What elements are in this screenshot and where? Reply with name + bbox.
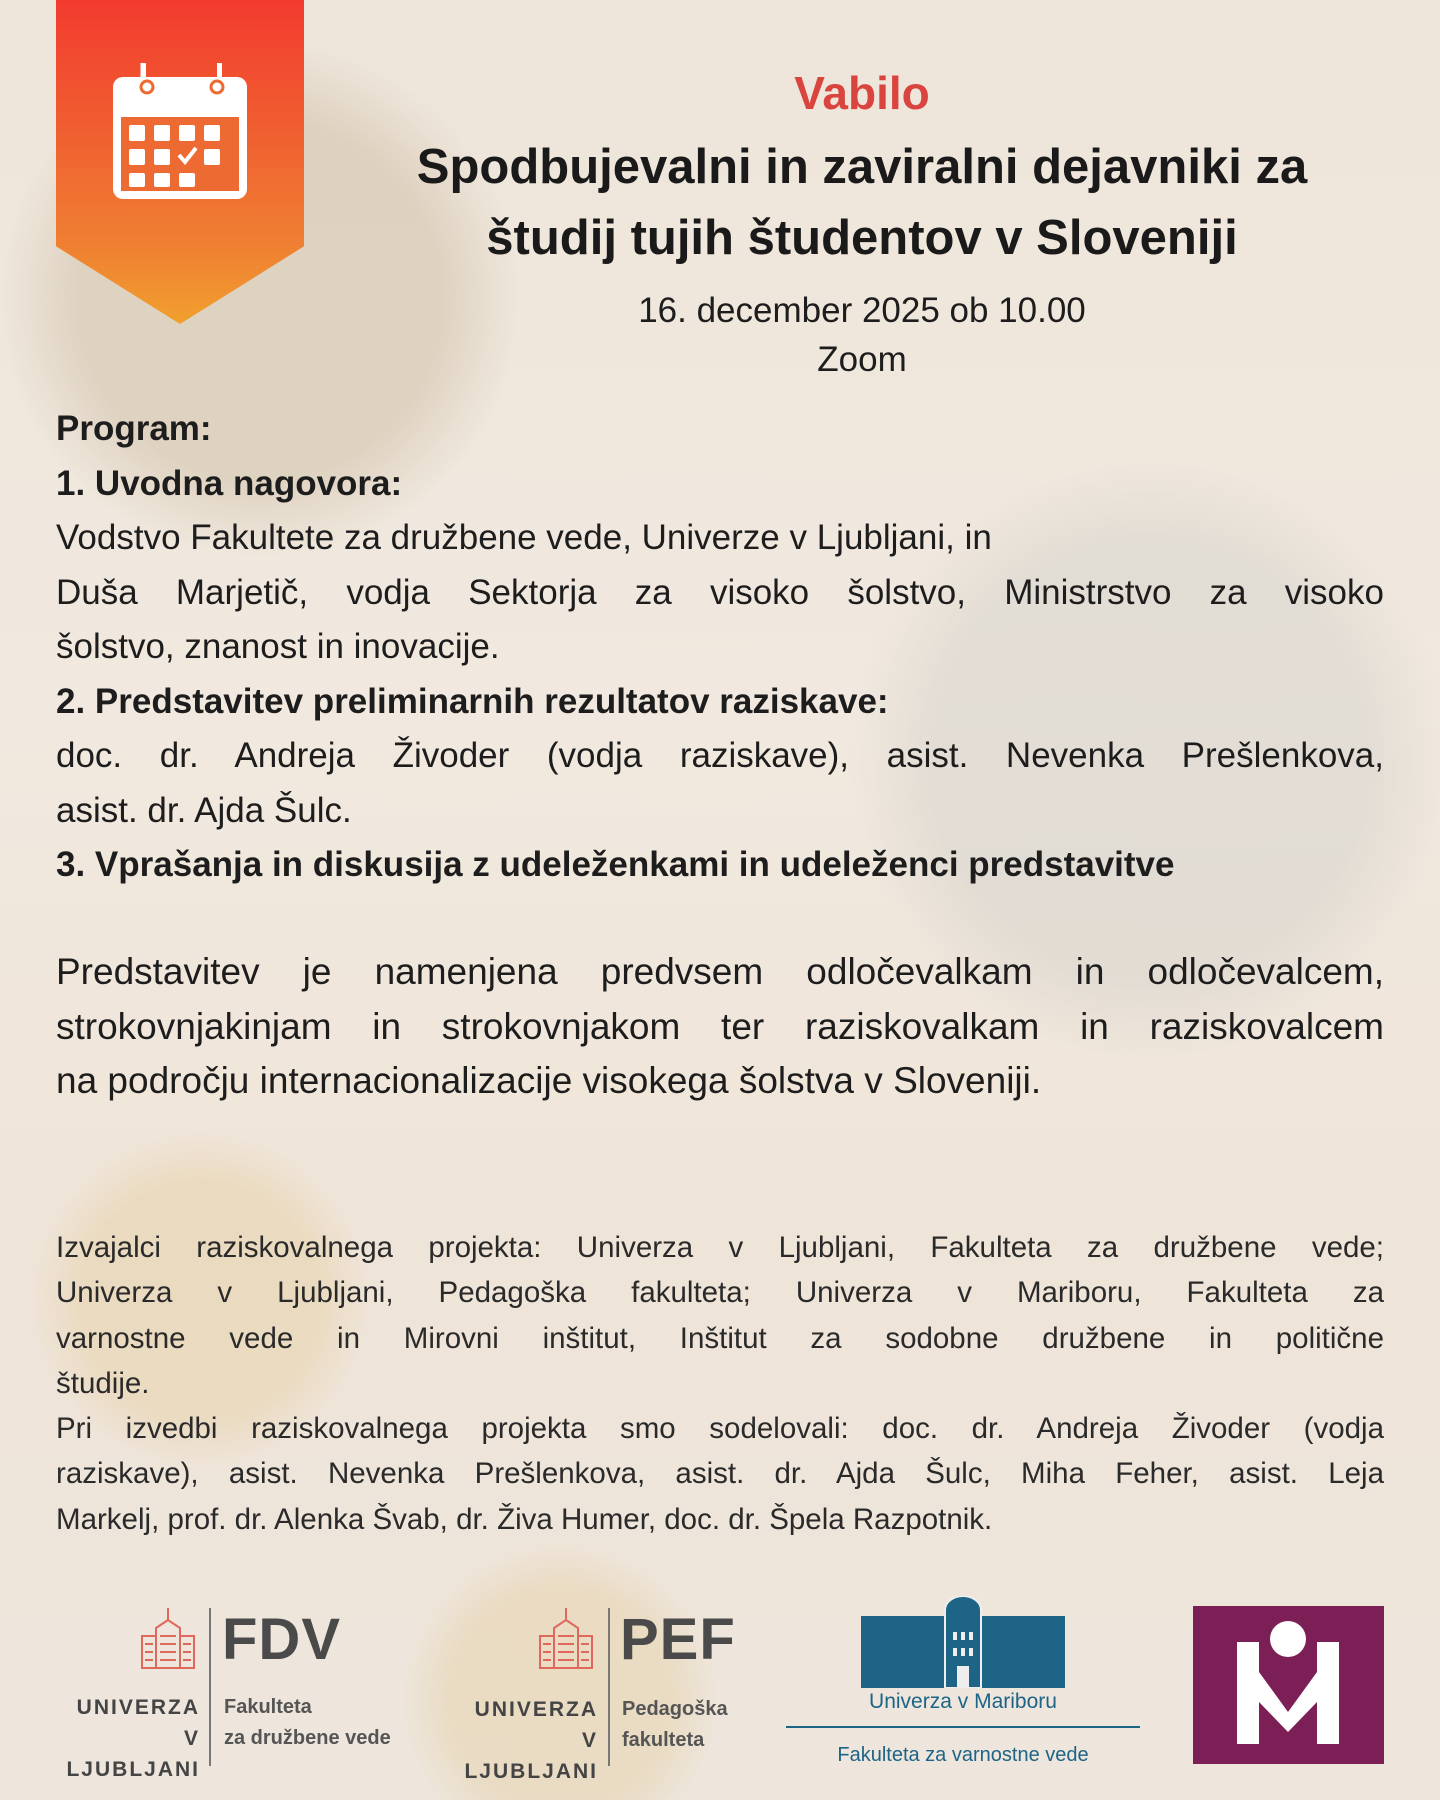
program-item-text: asist. dr. Ajda Šulc. [56, 790, 352, 830]
paragraph-line: strokovnjakinjam in strokovnjakom ter raziskovalkam in raziskovalcem [56, 1005, 1384, 1047]
logo-text: UNIVERZA [76, 1696, 200, 1719]
program-item-text: doc. dr. Andreja Živoder (vodja raziskave), asist. Nevenka Prešlenkova, [56, 736, 1384, 775]
title-line: študij tujih študentov v Sloveniji [486, 211, 1238, 265]
logo-text: Univerza v Mariboru [869, 1690, 1057, 1713]
calendar-banner [56, 0, 304, 324]
partner-logos [0, 1596, 1440, 1783]
logo-text: V LJUBLJANI [464, 1729, 598, 1783]
calendar-check-icon [109, 63, 251, 203]
program-item-text: Duša Marjetič, vodja Sektorja za visoko šolstvo, Ministrstvo za visoko [56, 572, 1384, 612]
program [56, 402, 1384, 893]
info-line: študije. [56, 1366, 150, 1400]
audience-paragraph [56, 945, 1384, 1109]
event-meta [330, 286, 1394, 384]
logo-text: fakulteta [622, 1729, 705, 1751]
info-line: raziskave), asist. Nevenka Prešlenkova, asist. dr. Ajda Šulc, Miha Feher, asist. Leja [56, 1457, 1384, 1491]
logo-mirovni-institut [1193, 1606, 1384, 1764]
paragraph-line: Predstavitev je namenjena predvsem odločevalkam in odločevalcem, [56, 951, 1384, 992]
paragraph-line: na področju internacionalizacije visokega šolstva v Sloveniji. [56, 1060, 1042, 1101]
event-title [330, 132, 1394, 274]
logo-text: Fakulteta za varnostne vede [837, 1744, 1089, 1766]
university-building-icon [140, 1608, 196, 1672]
program-heading: Program: [56, 409, 212, 448]
info-line: Markelj, prof. dr. Alenka Švab, dr. Živa Humer, doc. dr. Špela Razpotnik. [56, 1502, 993, 1536]
event-date: 16. december 2025 ob 10.00 [638, 291, 1086, 330]
logo-text: V LJUBLJANI [66, 1727, 200, 1781]
mirovni-institut-logo [1193, 1606, 1384, 1764]
info-line: varnostne vede in Mirovni inštitut, Inštitut za sodobne družbene in politične [56, 1321, 1384, 1355]
event-location: Zoom [817, 340, 907, 379]
logo-fdv [56, 1596, 416, 1781]
logo-text: UNIVERZA [474, 1698, 598, 1721]
info-line: Univerza v Ljubljani, Pedagoška fakulteta; Univerza v Mariboru, Fakulteta za [56, 1276, 1384, 1310]
logo-abbr: FDV [222, 1607, 341, 1672]
um-building-icon [861, 1596, 1065, 1688]
logo-text: Fakulteta [224, 1696, 312, 1718]
project-info [56, 1225, 1384, 1542]
university-building-icon [538, 1608, 594, 1672]
info-line: Pri izvedbi raziskovalnega projekta smo sodelovali: doc. dr. Andreja Živoder (vodja [56, 1412, 1384, 1446]
logo-pef [452, 1596, 752, 1783]
program-item-title: 1. Uvodna nagovora: [56, 463, 403, 503]
info-line: Izvajalci raziskovalnega projekta: Univerza v Ljubljani, Fakulteta za družbene vede; [56, 1231, 1384, 1264]
program-item-text: šolstvo, znanost in inovacije. [56, 627, 500, 666]
program-item-title: 3. Vprašanja in diskusija z udeleženkami in udeleženci predstavitve [56, 845, 1175, 884]
title-line: Spodbujevalni in zaviralni dejavniki za [416, 140, 1308, 194]
program-item-title: 2. Predstavitev preliminarnih rezultatov raziskave: [56, 681, 889, 721]
logo-um-fvv [786, 1596, 1140, 1776]
invitation-label: Vabilo [794, 67, 930, 119]
logo-abbr: PEF [620, 1607, 736, 1672]
program-item-text: Vodstvo Fakultete za družbene vede, Univerze v Ljubljani, in [56, 518, 992, 557]
logo-text: za družbene vede [224, 1727, 391, 1749]
logo-text: Pedagoška [622, 1698, 728, 1720]
